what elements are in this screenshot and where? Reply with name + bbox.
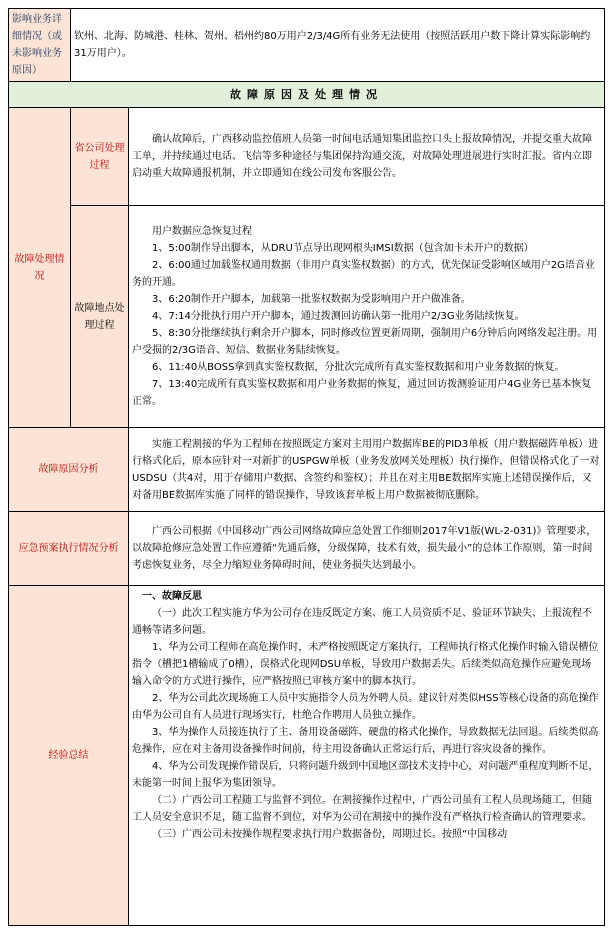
local-step: 5、8:30分批继续执行剩余开户脚本，同时修改位置更新周期，强制用户6分钟后向网络发起注册。用户受损的2/3G语音、短信、数据业务陆续恢复。 xyxy=(132,328,598,356)
provincial-label: 省公司处理过程 xyxy=(71,108,129,206)
incident-report-table xyxy=(8,8,605,926)
impact-label: 影响业务详细情况（或未影响业务原因） xyxy=(9,9,71,82)
summary-para: （一）此次工程实施方华为公司存在违反既定方案、施工人员资质不足、验证环节缺失、上报流程不通畅等诸多问题。 xyxy=(132,608,592,636)
plan-row xyxy=(9,512,605,586)
section-title-row xyxy=(9,82,605,108)
summary-para: 2、华为公司此次现场施工人员中实施指令人员为外聘人员。建议针对类似HSS等核心设备的高危操作由华为公司自有人员进行现场实行，杜绝合作聘用人员独立操作。 xyxy=(132,693,599,721)
local-step: 6、11:40从BOSS拿到真实鉴权数据，分批次完成所有真实鉴权数据和用户业务数据的恢复。 xyxy=(152,362,565,373)
local-step: 2、6:00通过加载鉴权通用数据（非用户真实鉴权数据）的方式，优先保证受影响区域用户2G语音业务的开通。 xyxy=(132,260,595,288)
impact-row xyxy=(9,9,605,82)
handling-label: 故障处理情况 xyxy=(9,108,71,428)
local-step: 1、5:00制作导出脚本，从DRU节点导出现网根头IMSI数据（包含加卡未开户的数据） xyxy=(152,243,534,254)
cause-text: 实施工程割接的华为工程师在按照既定方案对主用用户数据库BE的PID3单板（用户数据磁阵单板）进行格式化后，原本应针对一对新扩的USPGW单板（业务发放网关处理板）执行操作，但错误格式化了一对USDSU（共4对，用于存储用户数据、含签约和鉴权）；并且在对主用BE数据库实施上述错误操作后，又对备用BE数据库实施了同样的错误操作，导致该套单板上用户数据被彻底删除。 xyxy=(132,438,600,501)
section-title: 故障原因及处理情况 xyxy=(9,82,605,108)
provincial-text: 确认故障后，广西移动监控值班人员第一时间电话通知集团监控口头上报故障情况，并提交重大故障工单，并持续通过电话、飞信等多种途径与集团保持沟通交流，对故障处理进展进行实时汇报。省内立即启动重大故障通报机制，并立即通知在线公司发布客服公告。 xyxy=(132,134,592,179)
cause-label: 故障原因分析 xyxy=(9,428,129,512)
local-step: 7、13:40完成所有真实鉴权数据和用户业务数据的恢复，通过回访拨测验证用户4G业务已基本恢复正常。 xyxy=(132,379,592,407)
impact-text: 钦州、北海、防城港、桂林、贺州、梧州约80万用户2/3/4G所有业务无法使用（按照活跃用户数下降计算实际影响约31万用户）。 xyxy=(71,9,605,82)
summary-para: 3、华为操作人员接连执行了主、备用设备磁阵、硬盘的格式化操作，导致数据无法回退。后续类似高危操作，应在对主备用设备操作时间前，待主用设备确认正常运行后，再进行容灾设备的操作。 xyxy=(132,727,599,755)
summary-label: 经验总结 xyxy=(9,586,129,926)
local-heading: 用户数据应急恢复过程 xyxy=(152,226,252,237)
summary-para: 1、华为公司工程师在高危操作时，未严格按照既定方案执行，工程师执行格式化操作时输入错误槽位指令（槽把1槽输成了0槽），误格式化现网DSU单板，导致用户数据丢失。后续类似高危操作应避免现场输入命令的方式进行操作，应严格按照已审核方案中的脚本执行。 xyxy=(132,642,599,687)
local-step: 4、7:14分批执行用户开户脚本，通过拨测回访确认第一批用户2/3G业务陆续恢复。 xyxy=(152,311,525,322)
local-step: 3、6:20制作开户脚本，加载第一批鉴权数据为受影响用户开户做准备。 xyxy=(152,294,471,305)
summary-para: 4、华为公司发现操作错误后，只将问题升级到中国地区部技术支持中心，对问题严重程度判断不足，未能第一时间上报华为集团领导。 xyxy=(132,761,599,789)
summary-row xyxy=(9,586,605,926)
cause-row xyxy=(9,428,605,512)
summary-para: （二）广西公司工程随工与监督不到位。在割接操作过程中，广西公司虽有工程人员现场随工，但随工人员安全意识不足，随工监督不到位，对华为公司在割接中的操作没有严格执行检查确认的管理要求。 xyxy=(132,795,592,823)
summary-para: （三）广西公司未按操作规程要求执行用户数据备份，周期过长。按照“中国移动 xyxy=(152,829,508,840)
plan-text: 广西公司根据《中国移动广西公司网络故障应急处置工作细则2017年V1版(WL-2-031)》管理要求，以故障抢修应急处置工作应遵循“先通后修，分级保障，技术有效，损失最小”的总体工作原则，第一时间考虑恢复业务，尽全力缩短业务障碍时间，使业务损失达到最小。 xyxy=(132,526,597,571)
local-label: 故障地点处理过程 xyxy=(71,206,129,428)
provincial-row xyxy=(9,108,605,206)
local-row xyxy=(9,206,605,428)
summary-heading: 一、故障反思 xyxy=(142,591,202,602)
plan-label: 应急预案执行情况分析 xyxy=(9,512,129,586)
